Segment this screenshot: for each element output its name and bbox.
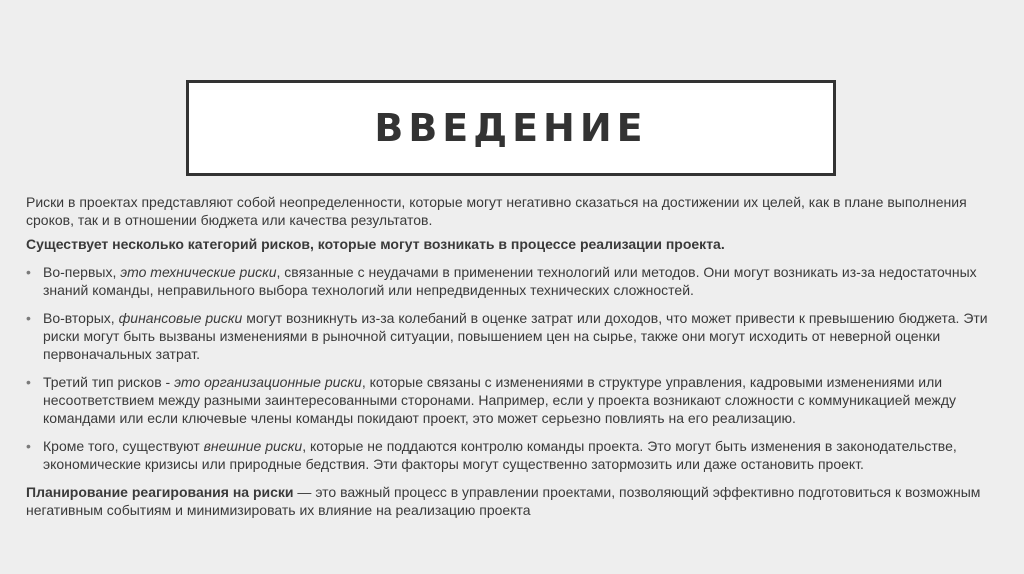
title-box (186, 80, 836, 176)
page-title: ВВЕДЕНИЕ (374, 106, 648, 150)
list-item-emphasis: финансовые риски (118, 310, 243, 326)
categories-heading: Существует несколько категорий рисков, которые могут возникать в процессе реализации проекта. (26, 236, 725, 252)
list-item (26, 373, 1001, 427)
intro-paragraph: Риски в проектах представляют собой неопределенности, которые могут негативно сказаться на достижении их целей, как в плане выполнения сроков, так и в отношении бюджета или качества результатов. (26, 194, 967, 228)
list-item-text: Во-первых, (43, 264, 121, 280)
risk-list (26, 263, 1001, 473)
list-item (26, 437, 1001, 473)
list-item-text: , которые связаны с изменениями в структуре управления, кадровыми изменениями или несоответствием между разными заинтересованными сторонами. Например, если у проекта возникают сложности с коммуникацией между командами или если ключевые члены команды покидают проект, это может серьезно повлиять на его реализацию. (43, 374, 956, 426)
list-item (26, 263, 1001, 299)
list-item (26, 309, 1001, 363)
list-item-text: Во-вторых, (43, 310, 119, 326)
list-item-emphasis: внешние риски (203, 438, 303, 454)
list-item-text: могут возникнуть из-за колебаний в оценке затрат или доходов, что может привести к превышению бюджета. Эти риски могут быть вызваны изменениями в рыночной ситуации, повышением цен на сырье, также они могут исходить от неверной оценки первоначальных затрат. (43, 310, 988, 362)
closing-text: — это важный процесс в управлении проектами, позволяющий эффективно подготовиться к возможным негативным событиям и минимизировать их влияние на реализацию проекта (26, 484, 981, 518)
list-item-text: Третий тип рисков - (43, 374, 175, 390)
closing-paragraph (26, 483, 1001, 519)
list-item-emphasis: это технические риски (120, 264, 277, 280)
list-item-emphasis: это организационные риски (174, 374, 362, 390)
closing-bold: Планирование реагирования на риски (26, 484, 294, 500)
content-body (26, 193, 1001, 525)
list-item-text: , связанные с неудачами в применении технологий или методов. Они могут возникать из-за недостаточных знаний команды, неправильного выбора технологий или непредвиденных технических сложностей. (43, 264, 977, 298)
list-item-text: Кроме того, существуют (43, 438, 204, 454)
list-item-text: , которые не поддаются контролю команды проекта. Это могут быть изменения в законодательстве, экономические кризисы или природные бедствия. Эти факторы могут существенно затормозить или даже остановить проект. (43, 438, 957, 472)
